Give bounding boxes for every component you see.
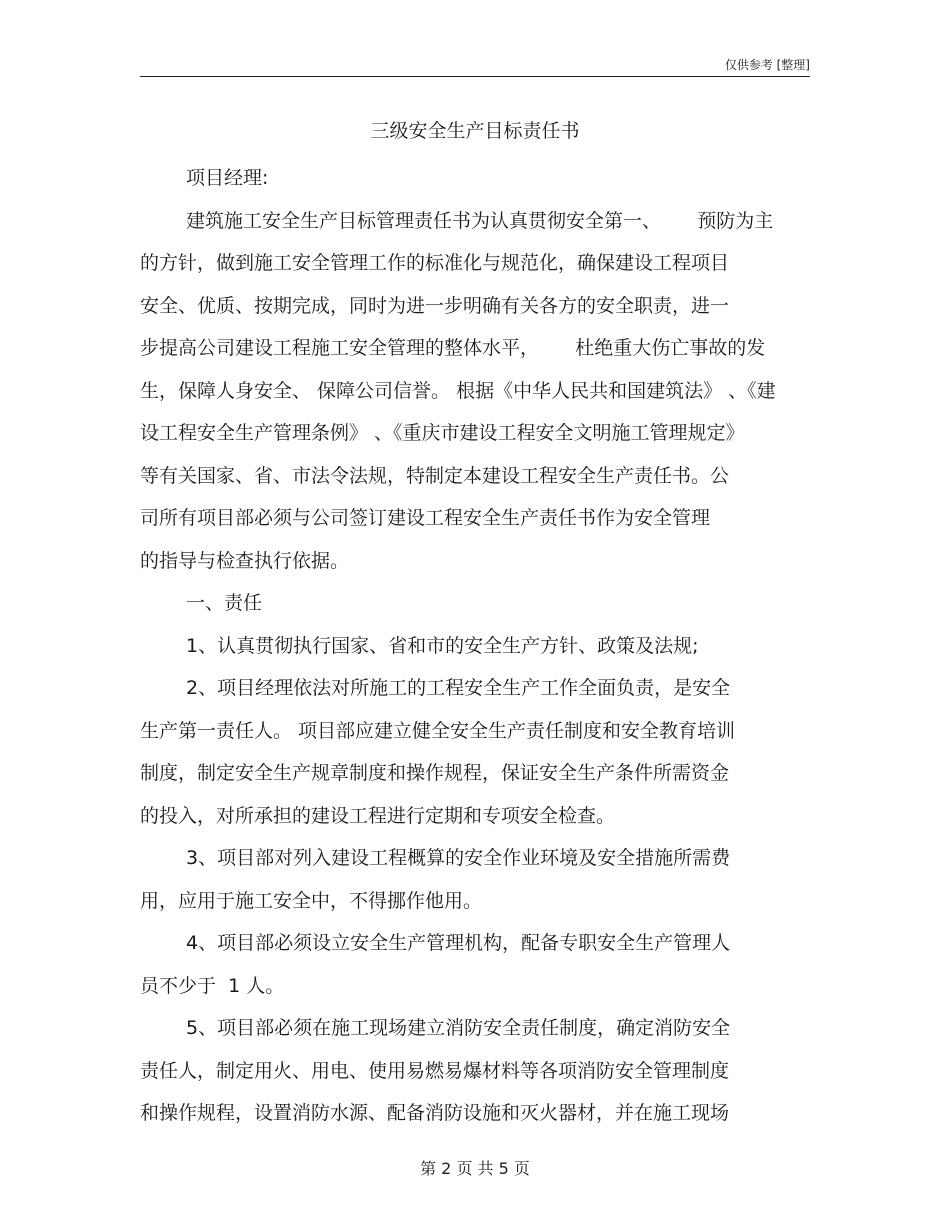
paragraph-line: 2、项目经理依法对所施工的工程安全生产工作全面负责，是安全 [186,677,731,699]
paragraph-line: 和操作规程，设置消防水源、配备消防设施和灭火器材，并在施工现场 [140,1102,730,1124]
paragraph-line: 的方针，做到施工安全管理工作的标准化与规范化，确保建设工程项目 [140,252,730,274]
paragraph-line: 制度，制定安全生产规章制度和操作规程，保证安全生产条件所需资金 [140,762,730,784]
header-divider [140,76,810,77]
paragraph-line: 的指导与检查执行依据。 [140,549,350,572]
paragraph-line: 步提高公司建设工程施工安全管理的整体水平， 杜绝重大伤亡事故的发 [140,337,766,359]
section-heading: 一、责任 [186,592,263,614]
paragraph-line: 用，应用于施工安全中，不得挪作他用。 [140,889,483,912]
paragraph-line: 责任人，制定用火、用电、使用易燃易爆材料等各项消防安全管理制度 [140,1059,730,1082]
paragraph-line: 项目经理: [186,167,269,189]
paragraph-line: 5、项目部必须在施工现场建立消防安全责任制度，确定消防安全 [186,1017,731,1039]
paragraph-line: 设工程安全生产管理条例》 、《重庆市建设工程安全文明施工管理规定》 [140,422,745,444]
document-title: 三级安全生产目标责任书 [370,120,580,142]
paragraph-line: 建筑施工安全生产目标管理责任书为认真贯彻安全第一、 预防为主 [186,209,774,232]
paragraph-line: 生，保障人身安全、 保障公司信誉。 根据《中华人民共和国建筑法》 、《建 [140,379,776,402]
paragraph-line: 司所有项目部必须与公司签订建设工程安全生产责任书作为安全管理 [140,507,711,529]
paragraph-line: 员不少于 1 人。 [140,974,285,997]
paragraph-line: 安全、优质、按期完成，同时为进一步明确有关各方的安全职责，进一 [140,294,730,317]
document-body [140,157,810,1135]
page-number-footer: 第 2 页 共 5 页 [420,1159,530,1178]
paragraph-line: 的投入，对所承担的建设工程进行定期和专项安全检查。 [140,804,616,827]
header-note: 仅供参考 [整理] [724,58,810,72]
paragraph-line: 1、认真贯彻执行国家、省和市的安全生产方针、政策及法规; [186,634,699,657]
paragraph-line: 4、项目部必须设立安全生产管理机构，配备专职安全生产管理人 [186,932,731,954]
paragraph-line: 3、项目部对列入建设工程概算的安全作业环境及安全措施所需费 [186,847,731,869]
paragraph-line: 生产第一责任人。 项目部应建立健全安全生产责任制度和安全教育培训 [140,719,736,742]
paragraph-line: 等有关国家、省、市法令法规，特制定本建设工程安全生产责任书。公 [140,464,730,487]
